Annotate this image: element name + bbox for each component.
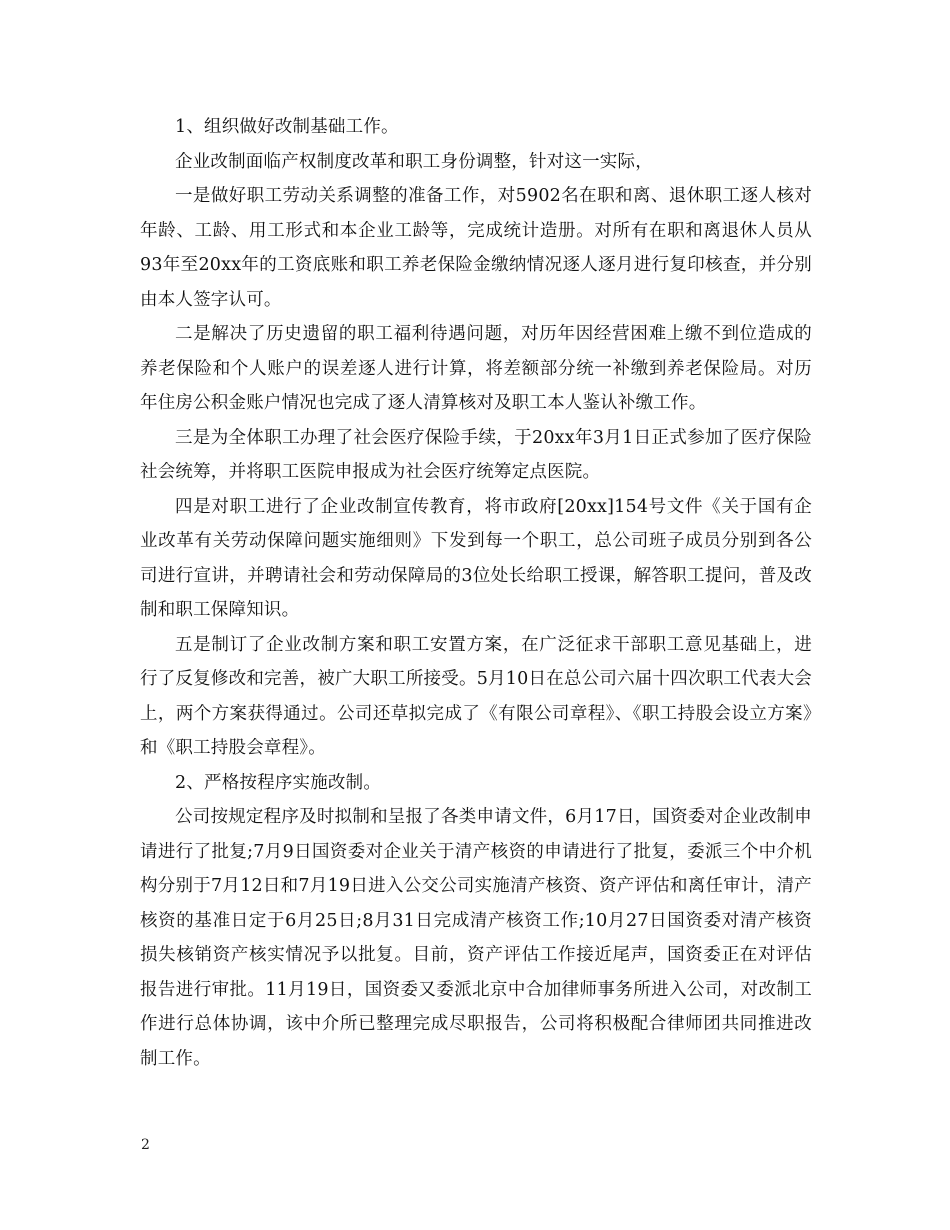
paragraph-item-5: 五是制订了企业改制方案和职工安置方案，在广泛征求干部职工意见基础上，进行了反复修改和完善，被广大职工所接受。5月10日在总公司六届十四次职工代表大会上，两个方案获得通过。公司还草拟完成了《有限公司章程》、《职工持股会设立方案》和《职工持股会章程》。 xyxy=(140,634,812,758)
section-heading-1: 1、组织做好改制基础工作。 xyxy=(175,117,399,137)
document-body xyxy=(140,110,812,1076)
paragraph-procedure: 公司按规定程序及时拟制和呈报了各类申请文件，6月17日，国资委对企业改制申请进行了批复;7月9日国资委对企业关于清产核资的申请进行了批复，委派三个中介机构分别于7月12日和7月19日进入公交公司实施清产核资、资产评估和离任审计，清产核资的基准日定于6月25日;8月31日完成清产核资工作;10月27日国资委对清产核资损失核销资产核实情况予以批复。目前，资产评估工作接近尾声，国资委正在对评估报告进行审批。11月19日，国资委又委派北京中合加律师事务所进入公司，对改制工作进行总体协调，该中介所已整理完成尽职报告，公司将积极配合律师团共同推进改制工作。 xyxy=(140,807,812,1069)
paragraph-item-3: 三是为全体职工办理了社会医疗保险手续，于20xx年3月1日正式参加了医疗保险社会统筹，并将职工医院申报成为社会医疗统筹定点医院。 xyxy=(140,427,812,482)
paragraph-item-4: 四是对职工进行了企业改制宣传教育，将市政府[20xx]154号文件《关于国有企业改革有关劳动保障问题实施细则》下发到每一个职工，总公司班子成员分别到各公司进行宣讲，并聘请社会和劳动保障局的3位处长给职工授课，解答职工提问，普及改制和职工保障知识。 xyxy=(140,496,812,620)
paragraph-item-2: 二是解决了历史遗留的职工福利待遇问题，对历年因经营困难上缴不到位造成的养老保险和个人账户的误差逐人进行计算，将差额部分统一补缴到养老保险局。对历年住房公积金账户情况也完成了逐人清算核对及职工本人鉴认补缴工作。 xyxy=(140,324,812,413)
page-number: 2 xyxy=(141,1137,150,1153)
section-heading-2: 2、严格按程序实施改制。 xyxy=(175,772,382,793)
paragraph-intro: 企业改制面临产权制度改革和职工身份调整，针对这一实际， xyxy=(175,151,653,172)
paragraph-item-1: 一是做好职工劳动关系调整的准备工作，对5902名在职和离、退休职工逐人核对年龄、工龄、用工形式和本企业工龄等，完成统计造册。对所有在职和离退休人员从93年至20xx年的工资底账和职工养老保险金缴纳情况逐人逐月进行复印核查，并分别由本人签字认可。 xyxy=(140,186,812,310)
